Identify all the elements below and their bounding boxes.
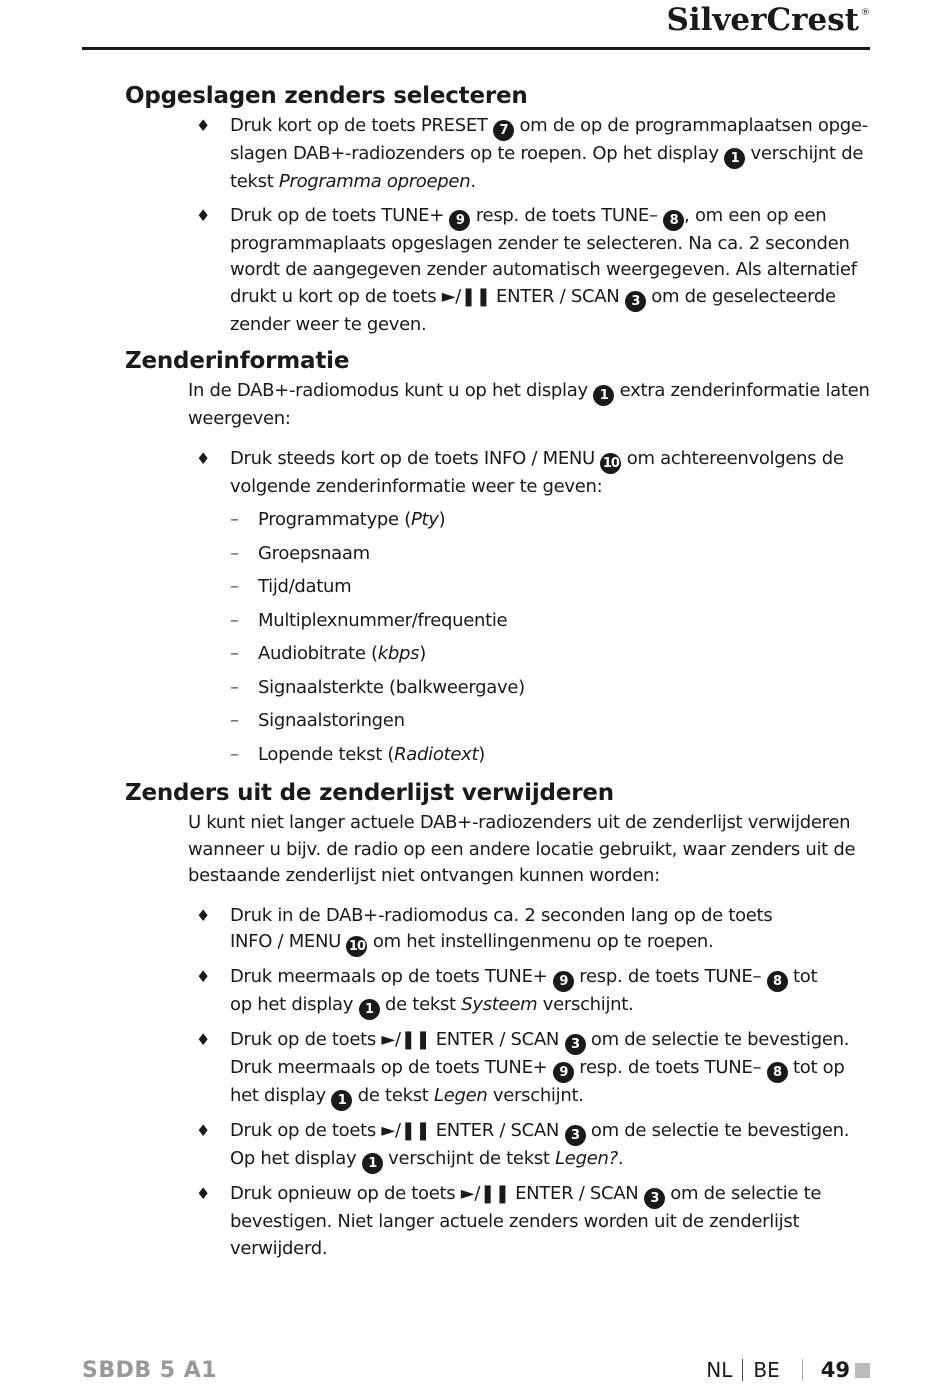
reference-number-badge: 8 [767,1062,788,1083]
text-run: wanneer u bijv. de radio op een andere locatie gebruikt, waar zenders uit de [188,838,856,860]
display-text: Legen? [555,1148,618,1169]
text-run: Lopende tekst ( [258,743,395,765]
model-number: SBDB 5 A1 [82,1358,218,1383]
diamond-bullet-icon: ♦ [196,967,211,986]
footer-page-info [706,1358,870,1382]
display-text: Legen [433,1085,488,1106]
text-run: tot [787,966,818,987]
divider [802,1359,803,1381]
dash-icon: – [230,743,239,765]
divider [742,1359,743,1381]
instruction-step [188,1118,885,1174]
reference-number-badge: 1 [359,999,380,1020]
text-run: Signaalstoringen [258,710,405,731]
dash-icon: – [230,676,239,698]
display-text: Programma oproepen [278,171,471,192]
diamond-bullet-icon: ♦ [196,116,211,135]
reference-number-badge: 9 [553,1062,574,1083]
diamond-bullet-icon: ♦ [196,448,211,468]
text-run: Druk steeds kort op de toets INFO / MENU [230,447,601,469]
list-item [230,503,885,537]
reference-number-badge: 10 [600,453,621,474]
text-run: op het display [230,994,359,1015]
text-run: slagen DAB+-radiozenders op te roepen. Op het display [230,143,725,164]
sub-list [230,503,885,771]
reference-number-badge: 9 [449,210,470,231]
text-run: verschijnt. [537,994,634,1015]
text-run: bestaande zenderlijst niet ontvangen kunnen worden: [188,865,660,886]
text-run: het display [230,1085,332,1106]
list-item [230,738,885,772]
text-run: Druk op de toets TUNE+ [230,204,450,226]
text-run: Druk op de toets ►/❚❚ ENTER / SCAN [230,1029,565,1050]
reference-number-badge: 7 [493,120,514,141]
reference-number-badge: 1 [593,385,614,406]
instruction-list [125,446,885,772]
diamond-bullet-icon: ♦ [196,1121,211,1140]
text-run: verschijnt de [745,143,864,164]
text-run: Druk in de DAB+-radiomodus ca. 2 seconden lang op de toets [230,904,773,926]
display-text: Radiotext [394,743,479,765]
text-run: verschijnt de tekst [382,1148,556,1169]
list-item [230,537,885,571]
text-run: resp. de toets TUNE– [470,204,664,226]
instruction-list [125,113,885,338]
text-run: . [617,1148,624,1169]
country-code: BE [753,1358,780,1382]
text-run: , om een op een [684,204,827,226]
text-run: om de op de programmaplaatsen opge- [514,115,868,136]
text-run: zender weer te geven. [230,313,427,335]
display-text: Pty [410,509,439,530]
text-run: Druk opnieuw op de toets ►/❚❚ ENTER / SCAN [230,1183,644,1204]
section-heading: Opgeslagen zenders selecteren [125,83,528,109]
text-run: Audiobitrate ( [258,643,378,664]
intro-paragraph [188,378,885,433]
text-run: Druk meermaals op de toets TUNE+ [230,1057,553,1078]
dash-icon: – [230,576,239,597]
dash-icon: – [230,509,239,530]
dash-icon: – [230,542,239,564]
text-run: wordt de aangegeven zender automatisch weergegeven. Als alternatief [230,259,857,280]
list-item [230,671,885,705]
text-run: Druk op de toets ►/❚❚ ENTER / SCAN [230,1120,565,1141]
text-run: ) [438,509,446,530]
text-run: de tekst [379,994,462,1015]
dash-icon: – [230,710,239,731]
diamond-bullet-icon: ♦ [196,905,211,925]
instruction-step [188,1027,885,1111]
language-code: NL [706,1358,733,1382]
text-run: extra zenderinformatie laten [614,380,870,401]
text-run: tekst [230,171,279,192]
text-run: Op het display [230,1148,362,1169]
text-run: Druk kort op de toets PRESET [230,115,494,136]
text-run: resp. de toets TUNE– [573,966,767,987]
text-run: om het instellingenmenu op te roepen. [367,931,714,952]
text-run: Multiplexnummer/frequentie [258,609,508,631]
dash-icon: – [230,609,239,631]
reference-number-badge: 9 [553,971,574,992]
reference-number-badge: 10 [346,936,367,957]
text-run: Programmatype ( [258,509,411,530]
text-run: programmaplaats opgeslagen zender te selecteren. Na ca. 2 seconden [230,232,850,254]
text-run: U kunt niet langer actuele DAB+-radiozenders uit de zenderlijst verwijderen [188,812,851,833]
text-run: om achtereenvolgens de [621,447,844,469]
reference-number-badge: 8 [767,971,788,992]
text-run: ) [478,743,485,765]
list-item [230,604,885,638]
brand-logo: SilverCrest ® [666,2,870,38]
diamond-bullet-icon: ♦ [196,1030,211,1049]
display-text: Systeem [461,994,538,1015]
text-run: . [470,171,476,192]
text-run: om de selectie te bevestigen. [585,1120,850,1141]
dash-icon: – [230,643,239,664]
reference-number-badge: 1 [362,1153,383,1174]
reference-number-badge: 8 [663,210,684,231]
intro-paragraph [188,810,885,890]
text-run: drukt u kort op de toets ►/❚❚ ENTER / SCAN [230,285,625,307]
list-item [230,637,885,671]
text-run: In de DAB+-radiomodus kunt u op het display [188,380,594,401]
text-run: resp. de toets TUNE– [573,1057,767,1078]
instruction-step [188,1181,885,1262]
text-run: Tijd/datum [258,576,352,597]
text-run: Signaalsterkte (balkweergave) [258,676,525,698]
instruction-step [188,113,885,196]
text-run: tot op [787,1057,845,1078]
text-run: volgende zenderinformatie weer te geven: [230,475,603,497]
header-rule [82,47,870,50]
list-item [230,570,885,604]
square-icon [855,1363,870,1378]
text-run: Groepsnaam [258,542,370,564]
reference-number-badge: 1 [724,148,745,169]
display-text: kbps [377,643,420,664]
list-item [230,704,885,738]
page-content [125,80,885,1269]
reference-number-badge: 3 [565,1125,586,1146]
instruction-step [188,964,885,1020]
section-heading: Zenderinformatie [125,348,350,374]
page-number: 49 [820,1358,850,1382]
instruction-step [188,446,885,772]
text-run: om de selectie te bevestigen. [585,1029,850,1050]
instruction-list [125,903,885,1263]
text-run: verschijnt. [487,1085,584,1106]
reference-number-badge: 3 [644,1188,665,1209]
diamond-bullet-icon: ♦ [196,205,211,225]
diamond-bullet-icon: ♦ [196,1184,211,1203]
reference-number-badge: 1 [331,1090,352,1111]
text-run: de tekst [352,1085,434,1106]
text-run: Druk meermaals op de toets TUNE+ [230,966,553,987]
text-run: bevestigen. Niet langer actuele zenders worden uit de zenderlijst verwijderd. [230,1211,800,1259]
text-run: INFO / MENU [230,931,347,952]
text-run: om de selectie te [664,1183,822,1204]
reference-number-badge: 3 [565,1034,586,1055]
text-run: om de geselecteerde [645,285,836,307]
text-run: weergeven: [188,408,291,429]
instruction-step [188,903,885,958]
instruction-step [188,203,885,339]
reference-number-badge: 3 [625,291,646,312]
section-heading: Zenders uit de zenderlijst verwijderen [125,780,614,806]
text-run: ) [419,643,426,664]
